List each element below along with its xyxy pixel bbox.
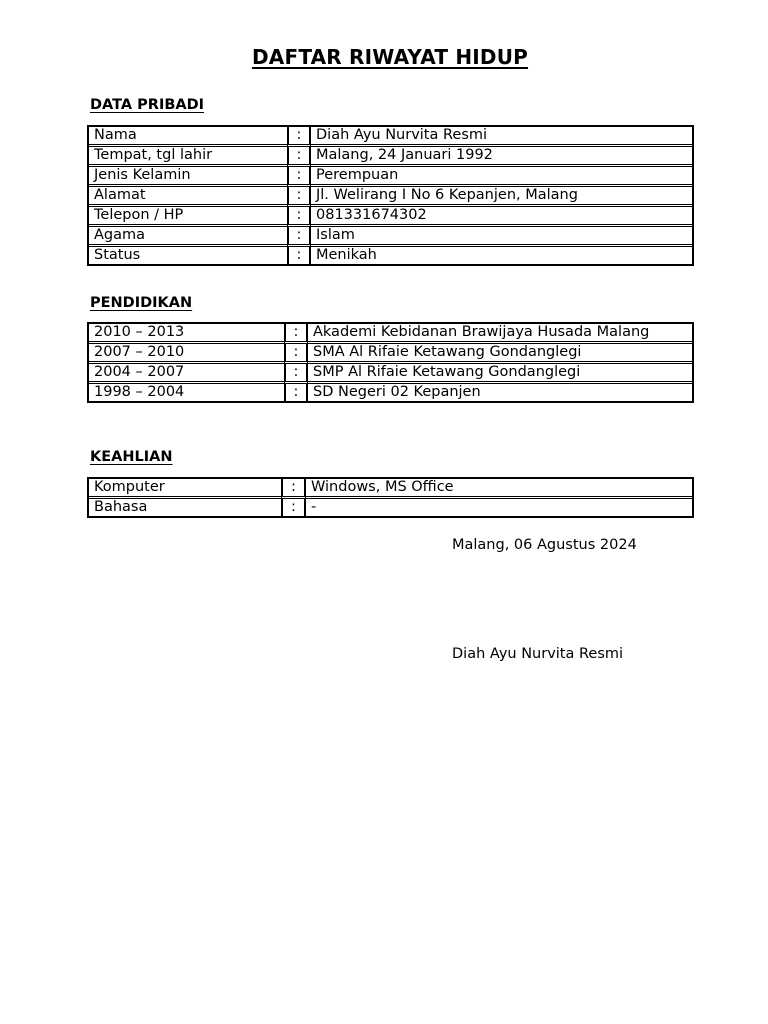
table-row [89, 381, 692, 401]
row-value: Windows, MS Office [311, 479, 454, 495]
signer-name: Diah Ayu Nurvita Resmi [452, 646, 624, 662]
row-label: Alamat [89, 184, 287, 204]
table-row [89, 204, 692, 224]
row-value: SD Negeri 02 Kepanjen [308, 381, 692, 401]
table-row [89, 496, 692, 516]
table-row [89, 127, 692, 144]
row-value: 081331674302 [311, 204, 692, 224]
row-separator: : [287, 184, 311, 204]
row-label: Status [89, 244, 287, 264]
personal-data-table [87, 125, 694, 266]
table-row [89, 479, 692, 496]
row-value: Perempuan [311, 164, 692, 184]
row-label: Nama [94, 127, 137, 143]
table-row [89, 324, 692, 341]
row-value: Akademi Kebidanan Brawijaya Husada Malang [313, 324, 650, 340]
row-separator: : [284, 341, 308, 361]
table-row [89, 184, 692, 204]
row-label: Telepon / HP [89, 204, 287, 224]
row-value: SMA Al Rifaie Ketawang Gondanglegi [308, 341, 692, 361]
row-label: 2004 – 2007 [89, 361, 284, 381]
document-title: DAFTAR RIWAYAT HIDUP [251, 45, 529, 69]
place-date: Malang, 06 Agustus 2024 [452, 537, 637, 553]
row-label: Bahasa [89, 496, 281, 516]
row-value: Menikah [311, 244, 692, 264]
skills-table [87, 477, 694, 518]
row-value: Islam [311, 224, 692, 244]
row-separator: : [284, 324, 308, 341]
row-value: Malang, 24 Januari 1992 [311, 144, 692, 164]
table-row [89, 361, 692, 381]
row-separator: : [287, 224, 311, 244]
row-label: 1998 – 2004 [89, 381, 284, 401]
table-row [89, 224, 692, 244]
row-separator: : [281, 496, 306, 516]
row-label: Komputer [94, 479, 165, 495]
row-label: Agama [89, 224, 287, 244]
row-value: Diah Ayu Nurvita Resmi [316, 127, 488, 143]
row-separator: : [287, 204, 311, 224]
row-label: 2007 – 2010 [89, 341, 284, 361]
section-heading-personal: DATA PRIBADI [90, 97, 205, 113]
row-separator: : [287, 127, 311, 144]
row-label: Jenis Kelamin [89, 164, 287, 184]
row-value: SMP Al Rifaie Ketawang Gondanglegi [308, 361, 692, 381]
row-separator: : [287, 144, 311, 164]
row-label: Tempat, tgl lahir [89, 144, 287, 164]
education-table [87, 322, 694, 403]
table-row [89, 144, 692, 164]
section-heading-skills: KEAHLIAN [90, 449, 173, 465]
table-row [89, 244, 692, 264]
row-separator: : [281, 479, 306, 496]
row-label: 2010 – 2013 [94, 324, 185, 340]
row-separator: : [287, 164, 311, 184]
section-heading-education: PENDIDIKAN [90, 295, 193, 311]
table-row [89, 164, 692, 184]
row-separator: : [284, 361, 308, 381]
row-value: - [306, 496, 692, 516]
row-separator: : [287, 244, 311, 264]
row-separator: : [284, 381, 308, 401]
row-value: Jl. Welirang I No 6 Kepanjen, Malang [311, 184, 692, 204]
table-row [89, 341, 692, 361]
